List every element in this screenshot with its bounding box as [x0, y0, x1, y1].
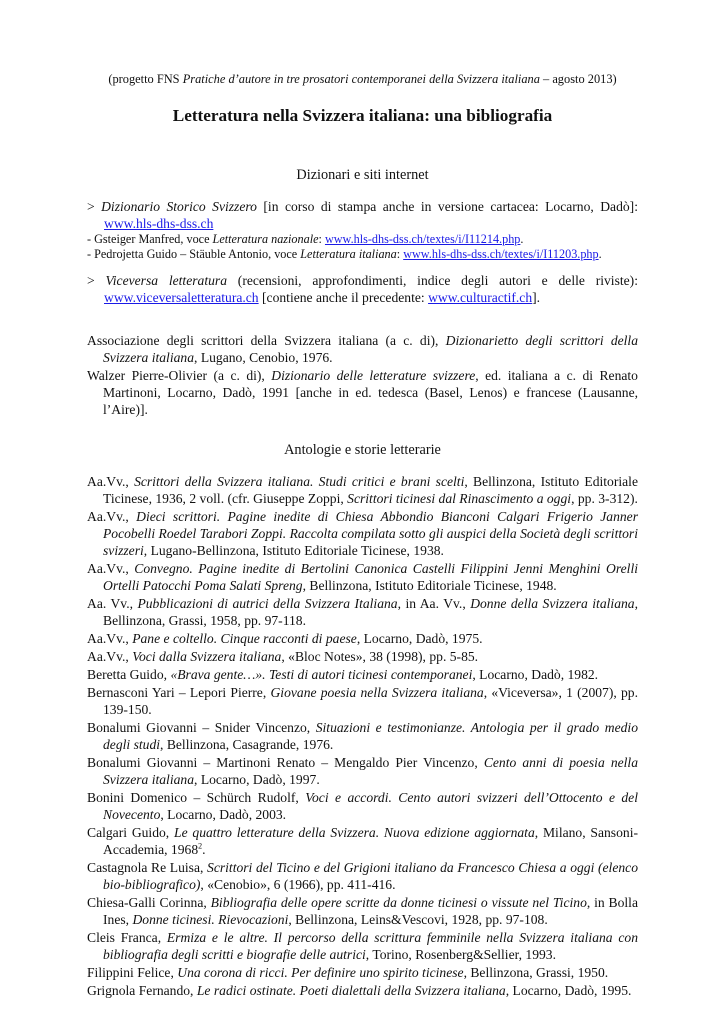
italic-title: Viceversa letteratura — [105, 273, 227, 288]
url-link[interactable]: www.culturactif.ch — [428, 290, 533, 305]
arrow-item-viceversa: > Viceversa letteratura (recensioni, approfondimenti, indice degli autori e delle riviste): www.viceversaletteratura.ch [contiene anche il precedente: www.culturactif.ch]. — [87, 273, 638, 305]
italic-title: Cento anni di poesia nella Svizzera italiana — [103, 755, 639, 787]
url-link[interactable]: www.viceversaletteratura.ch — [104, 290, 259, 305]
italic-title: Pubblicazioni di autrici della Svizzera Italiana — [137, 596, 398, 611]
bib-entry: Bonini Domenico – Schürch Rudolf, Voci e accordi. Cento autori svizzeri dell’Ottocento e del Novecento, Locarno, Dadò, 2003. — [87, 790, 638, 822]
bib-entry: Walzer Pierre-Olivier (a c. di), Dizionario delle letterature svizzere, ed. italiana a c. di Renato Martinoni, Locarno, Dadò, 1991 [anche in ed. tedesca (Basel, Lenos) e francese (Lausanne, l’Aire)]. — [87, 368, 638, 417]
italic-title: Dizionario delle letterature svizzere — [271, 368, 476, 383]
antologie-entries — [87, 473, 638, 1000]
italic-title: Dieci scrittori. Pagine inedite di Chiesa Abbondio Bianconi Calgari Frigerio Janner Pocobelli Roedel Tarabori Zoppi. Raccolta compilata sotto gli auspici della Società degli scrittori svizzeri — [103, 509, 638, 558]
arrow-item-dss: > Dizionario Storico Svizzero [in corso di stampa anche in versione cartacea: Locarno, Dadò]: www.hls-dhs-dss.ch — [87, 199, 638, 231]
italic-title: Bibliografia delle opere scritte da donne ticinesi o vissute nel Ticino — [210, 895, 587, 910]
italic-title: Scrittori del Ticino e del Grigioni italiano da Francesco Chiesa a oggi (elenco bio-bibliografico) — [103, 860, 638, 892]
italic-title: Pane e coltello. Cinque racconti di paese — [132, 631, 357, 646]
bib-entry: Aa.Vv., Convegno. Pagine inedite di Bertolini Canonica Castelli Filippini Jenni Menghini Orelli Ortelli Patocchi Poma Salati Spreng, Bellinzona, Istituto Editoriale Ticinese, 1948. — [87, 561, 638, 593]
italic-title: Dizionario Storico Svizzero — [101, 199, 257, 214]
dash-item-gsteiger: - Gsteiger Manfred, voce Letteratura nazionale: www.hls-dhs-dss.ch/textes/i/I11214.php. — [87, 232, 524, 246]
italic-title: Letteratura italiana — [300, 247, 397, 261]
dizionario-storico-block — [87, 198, 638, 262]
bib-entry: Aa.Vv., Voci dalla Svizzera italiana, «Bloc Notes», 38 (1998), pp. 5-85. — [87, 649, 479, 664]
italic-title: Dizionarietto degli scrittori della Svizzera italiana — [103, 333, 638, 365]
bib-entry: Bonalumi Giovanni – Snider Vincenzo, Situazioni e testimonianze. Antologia per il grado medio degli studi, Bellinzona, Casagrande, 1976. — [87, 720, 638, 752]
bib-entry: Castagnola Re Luisa, Scrittori del Ticino e del Grigioni italiano da Francesco Chiesa a oggi (elenco bio-bibliografico), «Cenobio», 6 (1966), pp. 411-416. — [87, 860, 638, 892]
bib-entry: Cleis Franca, Ermiza e le altre. Il percorso della scrittura femminile nella Svizzera italiana con bibliografia degli scritti e biografie delle autrici, Torino, Rosenberg&Sellier, 1993. — [87, 930, 638, 962]
section-heading-antologie: Antologie e storie letterarie — [284, 442, 441, 458]
url-link[interactable]: www.hls-dhs-dss.ch/textes/i/I11203.php — [403, 247, 599, 261]
project-subtitle: (progetto FNS Pratiche d’autore in tre prosatori contemporanei della Svizzera italiana – agosto 2013) — [108, 72, 617, 86]
bib-entry: Aa.Vv., Scrittori della Svizzera italiana. Studi critici e brani scelti, Bellinzona, Istituto Editoriale Ticinese, 1936, 2 voll. (cfr. Giuseppe Zoppi, Scrittori ticinesi dal Rinascimento a oggi, pp. 3-312). — [87, 474, 638, 506]
url-link[interactable]: www.hls-dhs-dss.ch — [104, 216, 214, 231]
italic-title: Giovane poesia nella Svizzera italiana — [270, 685, 484, 700]
italic-title: Una corona di ricci. Per definire uno spirito ticinese — [177, 965, 464, 980]
bib-entry: Aa.Vv., Dieci scrittori. Pagine inedite di Chiesa Abbondio Bianconi Calgari Frigerio Janner Pocobelli Roedel Tarabori Zoppi. Raccolta compilata sotto gli auspici della Società degli scrittori svizzeri, Lugano-Bellinzona, Istituto Editoriale Ticinese, 1938. — [87, 509, 638, 558]
italic-title: Donne ticinesi. Rievocazioni — [132, 912, 289, 927]
italic-title: Le radici ostinate. Poeti dialettali della Svizzera italiana — [196, 983, 506, 998]
italic-title: Scrittori della Svizzera italiana. Studi critici e brani scelti — [134, 474, 465, 489]
section-heading-dizionari: Dizionari e siti internet — [296, 167, 429, 183]
dizionari-entries — [87, 332, 638, 419]
dash-item-pedrojetta: - Pedrojetta Guido – Stäuble Antonio, voce Letteratura italiana: www.hls-dhs-dss.ch/textes/i/I11203.php. — [87, 247, 602, 261]
italic-title: Voci dalla Svizzera italiana — [132, 649, 282, 664]
italic-title: «Brava gente…». Testi di autori ticinesi contemporanei — [170, 667, 473, 682]
viceversa-block — [87, 272, 638, 306]
bib-entry: Beretta Guido, «Brava gente…». Testi di autori ticinesi contemporanei, Locarno, Dadò, 1982. — [87, 667, 599, 682]
url-link[interactable]: www.hls-dhs-dss.ch/textes/i/I11214.php — [324, 232, 521, 246]
bib-entry: Bonalumi Giovanni – Martinoni Renato – Mengaldo Pier Vincenzo, Cento anni di poesia nella Svizzera italiana, Locarno, Dadò, 1997. — [87, 755, 639, 787]
italic-title: Situazioni e testimonianze. Antologia per il grado medio degli studi — [103, 720, 638, 752]
bib-entry: Associazione degli scrittori della Svizzera italiana (a c. di), Dizionarietto degli scrittori della Svizzera italiana, Lugano, Cenobio, 1976. — [87, 333, 638, 365]
bib-entry: Chiesa-Galli Corinna, Bibliografia delle opere scritte da donne ticinesi o vissute nel Ticino, in Bolla Ines, Donne ticinesi. Rievocazioni, Bellinzona, Leins&Vescovi, 1928, pp. 97-108. — [87, 895, 638, 927]
italic-title: Voci e accordi. Cento autori svizzeri dell’Ottocento e del Novecento — [103, 790, 638, 822]
italic-title: Ermiza e le altre. Il percorso della scrittura femminile nella Svizzera italiana con bibliografia degli scritti e biografie delle autrici — [103, 930, 638, 962]
bib-entry: Aa.Vv., Pane e coltello. Cinque racconti di paese, Locarno, Dadò, 1975. — [87, 631, 483, 646]
bib-entry: Grignola Fernando, Le radici ostinate. Poeti dialettali della Svizzera italiana, Locarno, Dadò, 1995. — [87, 983, 632, 998]
italic-title: Donne della Svizzera italiana — [470, 596, 635, 611]
italic-title: Pratiche d’autore in tre prosatori contemporanei della Svizzera italiana — [182, 72, 540, 86]
italic-title: Le quattro letterature della Svizzera. Nuova edizione aggiornata — [174, 825, 535, 840]
italic-title: Scrittori ticinesi dal Rinascimento a oggi — [347, 491, 572, 506]
italic-title: Convegno. Pagine inedite di Bertolini Canonica Castelli Filippini Jenni Menghini Orelli Ortelli Patocchi Poma Salati Spreng — [103, 561, 638, 593]
edition-superscript: 2 — [198, 841, 203, 851]
bib-entry: Aa. Vv., Pubblicazioni di autrici della Svizzera Italiana, in Aa. Vv., Donne della Svizzera italiana, Bellinzona, Grassi, 1958, pp. 97-118. — [87, 596, 638, 628]
bib-entry: Filippini Felice, Una corona di ricci. Per definire uno spirito ticinese, Bellinzona, Grassi, 1950. — [87, 965, 609, 980]
page-title: Letteratura nella Svizzera italiana: una bibliografia — [172, 106, 553, 125]
italic-title: Letteratura nazionale — [212, 232, 319, 246]
bib-entry: Calgari Guido, Le quattro letterature della Svizzera. Nuova edizione aggiornata, Milano, Sansoni-Accademia, 1968$^2$. — [87, 825, 638, 857]
bib-entry: Bernasconi Yari – Lepori Pierre, Giovane poesia nella Svizzera italiana, «Viceversa», 1 (2007), pp. 139-150. — [87, 685, 638, 717]
